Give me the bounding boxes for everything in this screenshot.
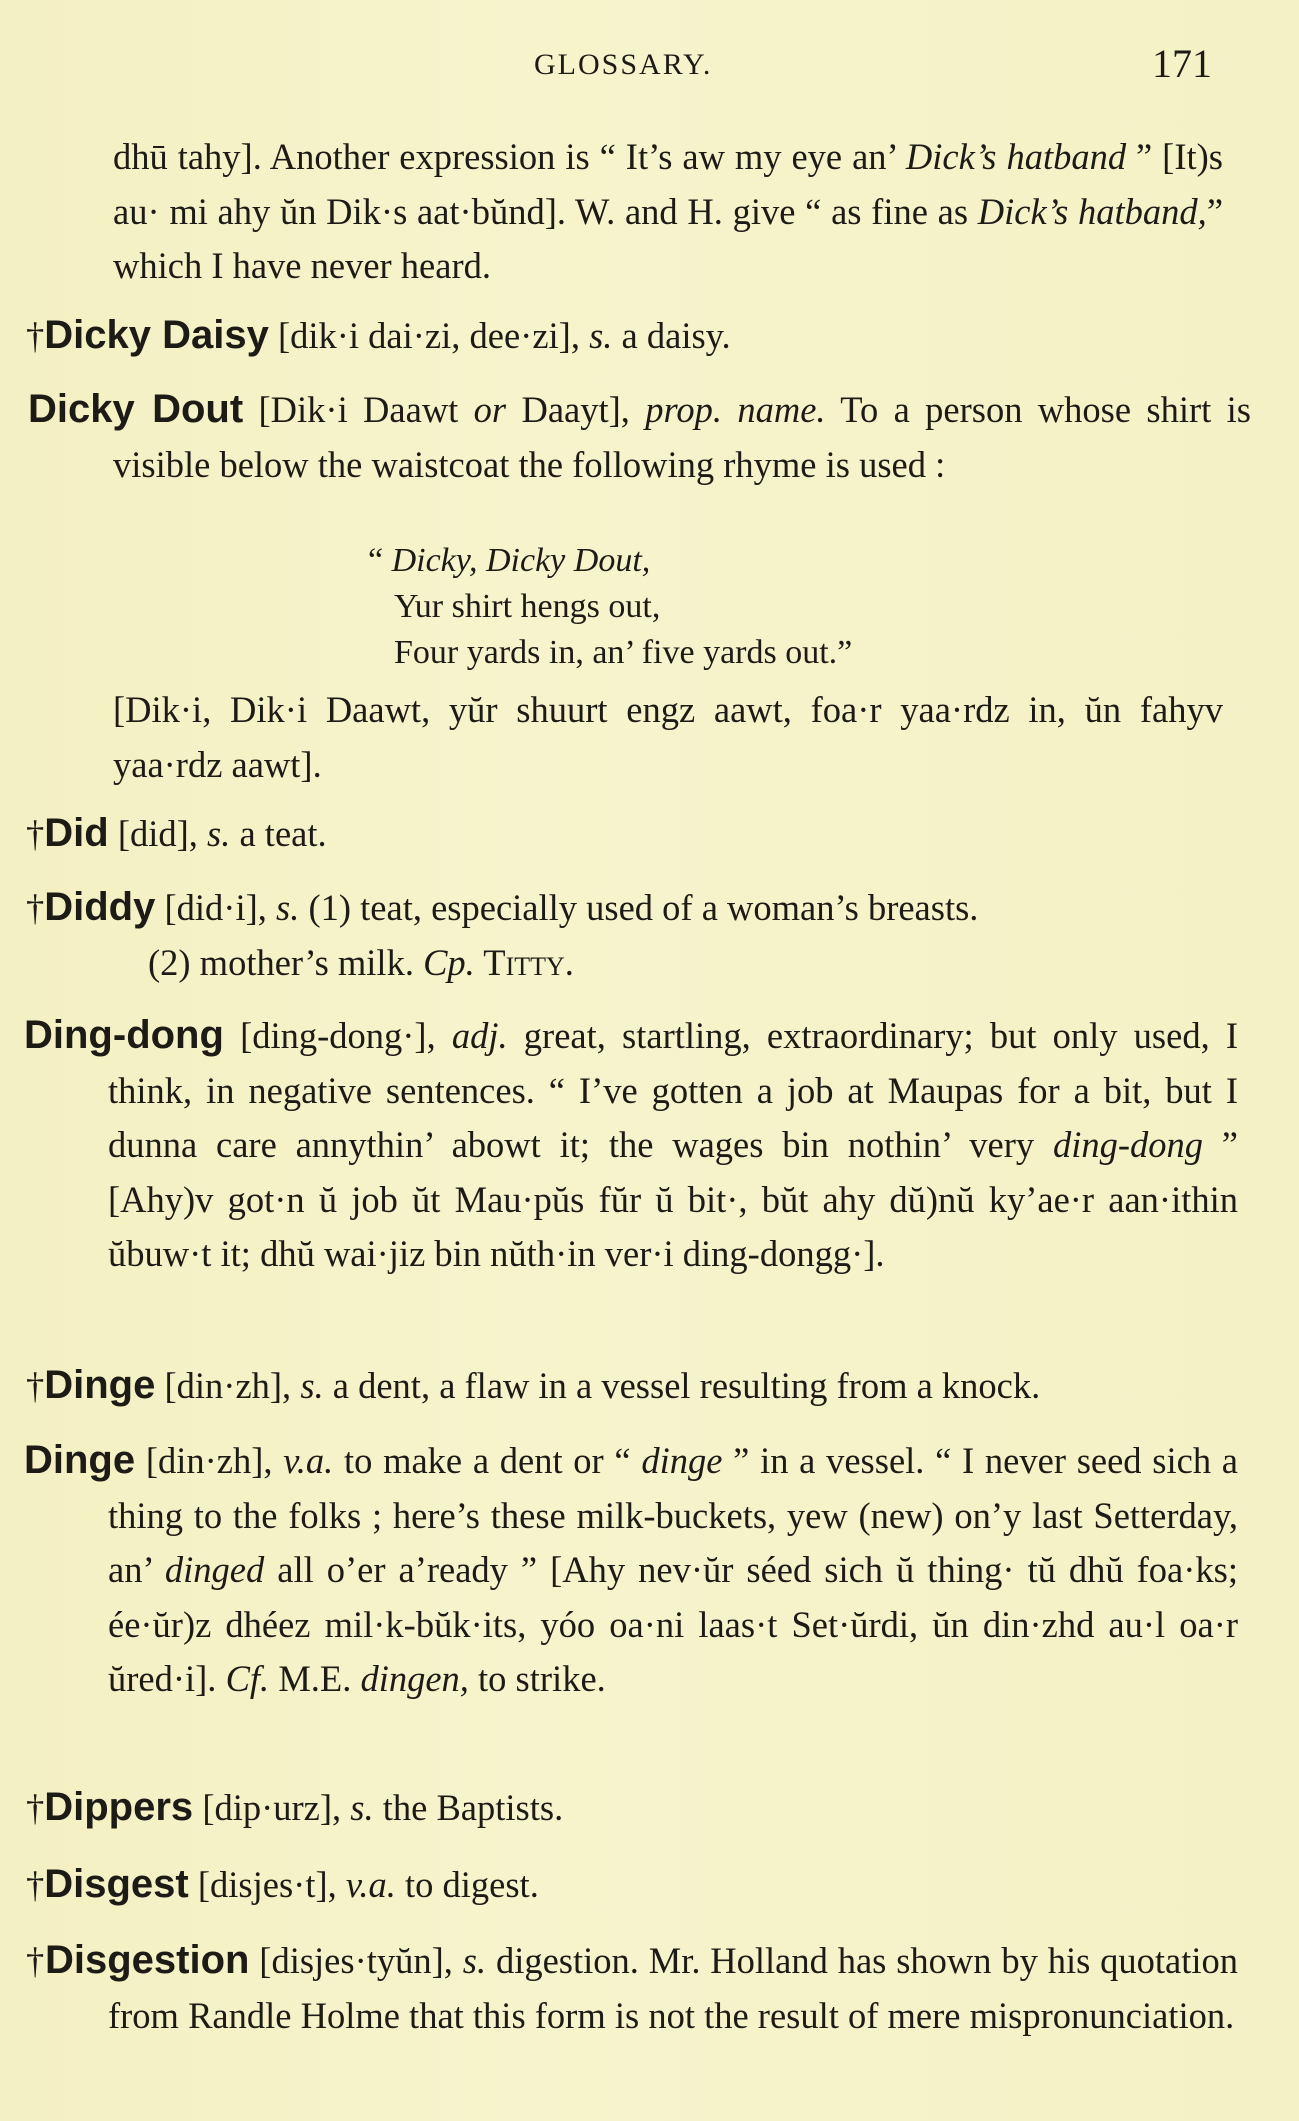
headword: Dippers (44, 1785, 194, 1829)
headword: Did (44, 811, 109, 855)
page-header (0, 40, 1299, 90)
entry-diddy: †Diddy [did·i], s. (1) teat, especially used of a woman’s breasts. (2) mother’s milk. Cp. Titty. (26, 885, 979, 983)
entry-dippers: †Dippers [dip·urz], s. the Baptists. (26, 1785, 564, 1829)
dagger-mark: † (26, 887, 45, 928)
entry-dicky-dout: Dicky Dout [Dik·i Daawt or Daayt], prop. name. To a person whose shirt is visible below the waistcoat the following rhyme is used : (28, 387, 1251, 485)
entry-dinge-noun: †Dinge [din·zh], s. a dent, a flaw in a vessel resulting from a knock. (26, 1363, 1041, 1407)
dagger-mark: † (26, 813, 45, 854)
page-number: 171 (1152, 41, 1212, 86)
running-head: GLOSSARY. (534, 48, 713, 81)
dagger-mark: † (26, 1365, 45, 1406)
entry-did: †Did [did], s. a teat. (26, 811, 327, 855)
headword: Dicky Dout (28, 387, 244, 431)
entry-ding-dong: Ding-dong [ding-dong·], adj. great, startling, extraordinary; but only used, I think, in negative sentences. “ I’ve gotten a job at Maupas for a bit, but I dunna care annythin’ abowt it; the wages bin nothin’ very ding-dong ” [Ahy)v got·n ŭ job ŭt Mau·pŭs fŭr ŭ bit·, bŭt ahy dŭ)nŭ ky’ae·r aan·ithin ŭbuw·t it; dhŭ wai·jiz bin nŭth·in ver·i ding-dongg·]. (24, 1013, 1238, 1274)
dagger-mark: † (26, 1787, 45, 1828)
headword: Diddy (44, 885, 156, 929)
dagger-mark: † (26, 1940, 45, 1981)
headword: Dinge (44, 1363, 156, 1407)
headword: Disgest (44, 1862, 189, 1906)
headword: Disgestion (44, 1938, 250, 1982)
continuation-paragraph: dhū tahy]. Another expression is “ It’s aw my eye an’ Dick’s hatband ” [It)s au· mi ahy ŭn Dik·s aat·bŭnd]. W. and H. give “ as fine as Dick’s hatband,” which I have never heard. (113, 136, 1224, 286)
dagger-mark: † (26, 1864, 45, 1905)
entry-disgest: †Disgest [disjes·t], v.a. to digest. (26, 1862, 539, 1906)
headword: Dinge (24, 1438, 136, 1482)
dicky-dout-pronunciation: [Dik·i, Dik·i Daawt, yŭr shuurt engz aawt, foa·r yaa·rdz in, ŭn fahyv yaa·rdz aawt]. (113, 689, 1223, 785)
entry-dinge-verb: Dinge [din·zh], v.a. to make a dent or “ dinge ” in a vessel. “ I never seed sich a thing to the folks ; here’s these milk-buckets, yew (new) on’y last Setterday, an’ dinged all o’er a’ready ” [Ahy nev·ŭr séed sich ŭ thing· tŭ dhŭ foa·ks; ée·ŭr)z dhéez mil·k-bŭk·its, yóo oa·ni laas·t Set·ŭrdi, ŭn din·zhd au·l oa·r ŭred·i]. Cf. M.E. dingen, to strike. (24, 1438, 1238, 1699)
verse-dicky-dout: “ Dicky, Dicky Dout, Yur shirt hengs out, Four yards in, an’ five yards out.” (368, 542, 853, 671)
entry-disgestion: †Disgestion [disjes·tyŭn], s. digestion. Mr. Holland has shown by his quotation from Randle Holme that this form is not the result of mere mispronunciation. (26, 1938, 1239, 2036)
dagger-mark: † (26, 315, 45, 356)
headword: Dicky Daisy (44, 313, 269, 357)
entry-dicky-daisy: †Dicky Daisy [dik·i dai·zi, dee·zi], s. a daisy. (26, 313, 731, 357)
headword: Ding-dong (24, 1013, 224, 1057)
